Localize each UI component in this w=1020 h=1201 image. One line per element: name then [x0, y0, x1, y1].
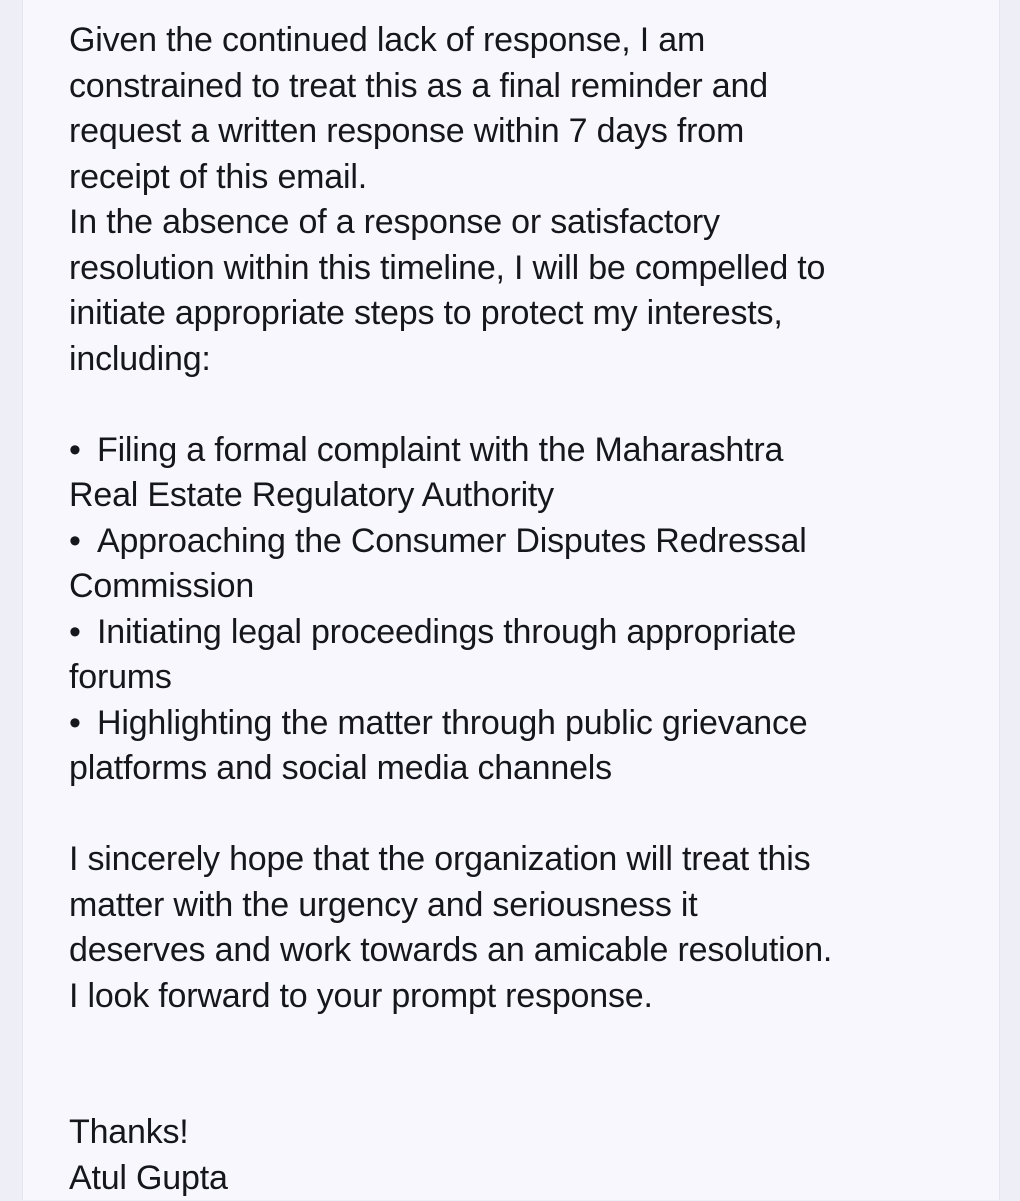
body-line: matter with the urgency and seriousness it	[69, 883, 989, 929]
bullet-continuation: Real Estate Regulatory Authority	[69, 473, 989, 519]
bullet-icon: •	[69, 610, 97, 656]
bullet-text: Initiating legal proceedings through appropriate	[97, 613, 796, 651]
bullet-text: Approaching the Consumer Disputes Redressal	[97, 522, 807, 560]
bullet-item	[69, 519, 989, 565]
bullet-continuation: forums	[69, 655, 989, 701]
signoff-text: Thanks!	[69, 1110, 989, 1156]
signature-name: Atul Gupta	[69, 1156, 989, 1201]
bullet-icon: •	[69, 519, 97, 565]
email-body	[69, 18, 989, 1201]
body-line: In the absence of a response or satisfactory	[69, 200, 989, 246]
body-line: Given the continued lack of response, I am	[69, 18, 989, 64]
email-body-card	[22, 0, 1000, 1200]
bullet-item	[69, 701, 989, 747]
body-line: constrained to treat this as a final reminder and	[69, 64, 989, 110]
body-line: receipt of this email.	[69, 155, 989, 201]
bullet-continuation: platforms and social media channels	[69, 746, 989, 792]
body-line: including:	[69, 337, 989, 383]
bullet-icon: •	[69, 428, 97, 474]
bullet-icon: •	[69, 701, 97, 747]
body-line: initiate appropriate steps to protect my interests,	[69, 291, 989, 337]
body-line: resolution within this timeline, I will be compelled to	[69, 246, 989, 292]
body-line: I look forward to your prompt response.	[69, 974, 989, 1020]
paragraph-gap	[69, 382, 989, 428]
bullet-item	[69, 610, 989, 656]
body-line: I sincerely hope that the organization will treat this	[69, 837, 989, 883]
bullet-item	[69, 428, 989, 474]
body-line: request a written response within 7 days from	[69, 109, 989, 155]
bullet-text: Highlighting the matter through public grievance	[97, 704, 808, 742]
body-line: deserves and work towards an amicable resolution.	[69, 928, 989, 974]
paragraph-gap	[69, 792, 989, 838]
bullet-continuation: Commission	[69, 564, 989, 610]
bullet-text: Filing a formal complaint with the Maharashtra	[97, 431, 783, 469]
signature-gap	[69, 1019, 989, 1110]
